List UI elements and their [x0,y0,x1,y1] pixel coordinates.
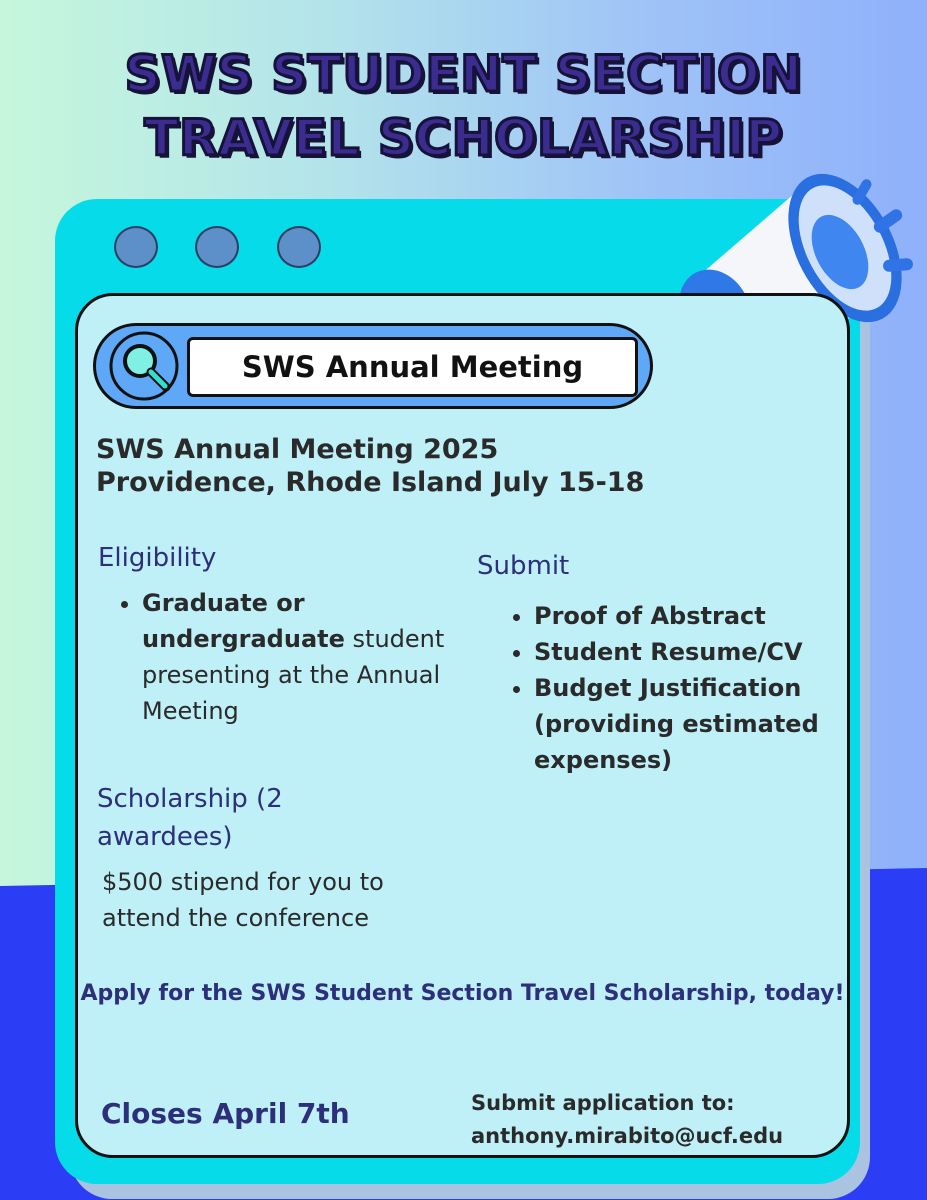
meeting-location: Providence, Rhode Island July 15-18 [96,467,645,498]
search-input[interactable]: SWS Annual Meeting [187,337,638,397]
eligibility-text: student presenting at the Annual Meeting [142,625,445,725]
submit-heading: Submit [477,551,570,581]
submit-list [500,598,864,778]
submit-email[interactable]: anthony.mirabito@ucf.edu [471,1124,784,1148]
window-dot-icon [195,226,239,268]
scholarship-text: $500 stipend for you to attend the conference [102,868,384,932]
meeting-info [96,433,644,499]
eligibility-bold: Graduate or undergraduate [142,589,345,653]
apply-callout: Apply for the SWS Student Section Travel Scholarship, today! [80,981,845,1006]
window-dot-icon [277,226,321,268]
search-icon[interactable] [108,330,180,402]
list-item [142,585,482,729]
window-dot-icon [114,226,158,268]
title-line-1: SWS STUDENT SECTION [124,45,803,103]
list-item: • Budget Justification (providing estimated expenses) [534,670,864,778]
submit-contact [471,1087,783,1153]
deadline: Closes April 7th [101,1097,350,1130]
submit-label: Submit application to: [471,1091,735,1115]
scholarship-heading: Scholarship (2 awardees) [97,784,283,852]
meeting-title: SWS Annual Meeting 2025 [96,434,499,465]
list-item: • Proof of Abstract [534,598,864,634]
list-item: • Student Resume/CV [534,634,864,670]
eligibility-list [108,585,482,729]
eligibility-heading: Eligibility [98,543,217,573]
title-line-2: TRAVEL SCHOLARSHIP [144,109,783,167]
